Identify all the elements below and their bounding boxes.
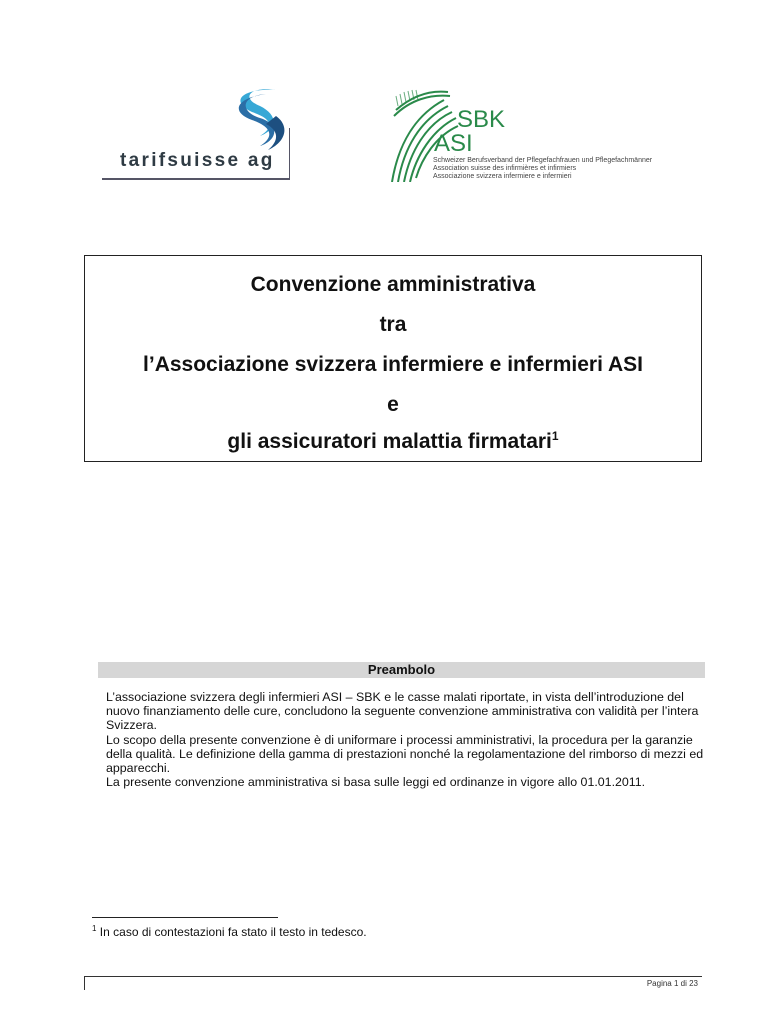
logo-divider (289, 128, 290, 180)
title-line-3: l’Associazione svizzera infermiere e infermieri ASI (143, 353, 643, 376)
asi-title: ASI (434, 130, 473, 157)
preamble-paragraph-1: L’associazione svizzera degli infermieri ASI – SBK e le casse malati riportate, in vista dell’introduzione del nuovo finanziamento delle cure, concludono la seguente convenzione amministrativa con validità per l’intera Svizzera. (106, 690, 699, 733)
sbk-subtitle-fr: Association suisse des infirmières et infirmiers (433, 165, 577, 172)
footnote-ref[interactable]: 1 (551, 429, 559, 443)
footer-corner (84, 976, 85, 990)
title-line-5 (85, 429, 701, 454)
title-line-4: e (387, 393, 399, 416)
title-line-1: Convenzione amministrativa (250, 273, 536, 296)
logo-underline (102, 178, 290, 180)
sbk-title: SBK (457, 106, 506, 133)
footer-divider (84, 976, 702, 977)
sbk-subtitle-it: Associazione svizzera infermiere e infermieri (433, 173, 572, 180)
footnote (92, 924, 367, 939)
title-box (84, 255, 702, 462)
title-line-2: tra (379, 313, 407, 336)
preamble-body (106, 690, 706, 789)
preamble-paragraph-2: Lo scopo della presente convenzione è di uniformare i processi amministrativi, la procedura per la garanzie della qualità. Le definizione della gamma di prestazioni nonché la regolamentazione del rimborso di mezzi ed apparecchi. (106, 732, 704, 776)
preamble-heading: Preambolo (98, 662, 705, 678)
footnote-text: In caso di contestazioni fa stato il testo in tedesco. (99, 925, 367, 939)
title-line-5-text: gli assicuratori malattia firmatari (227, 430, 552, 453)
page-number: Pagina 1 di 23 (646, 979, 698, 988)
footnote-divider (92, 917, 278, 918)
sbk-subtitle (433, 157, 652, 181)
preamble-paragraph-3: La presente convenzione amministrativa si basa sulle leggi ed ordinanze in vigore allo 01.01.2011. (106, 775, 646, 790)
tarifsuisse-logo-text: tarifsuisse ag (120, 150, 275, 171)
footnote-number: 1 (92, 924, 97, 933)
sbk-subtitle-de: Schweizer Berufsverband der Pflegefachfrauen und Pflegefachmänner (433, 157, 653, 164)
